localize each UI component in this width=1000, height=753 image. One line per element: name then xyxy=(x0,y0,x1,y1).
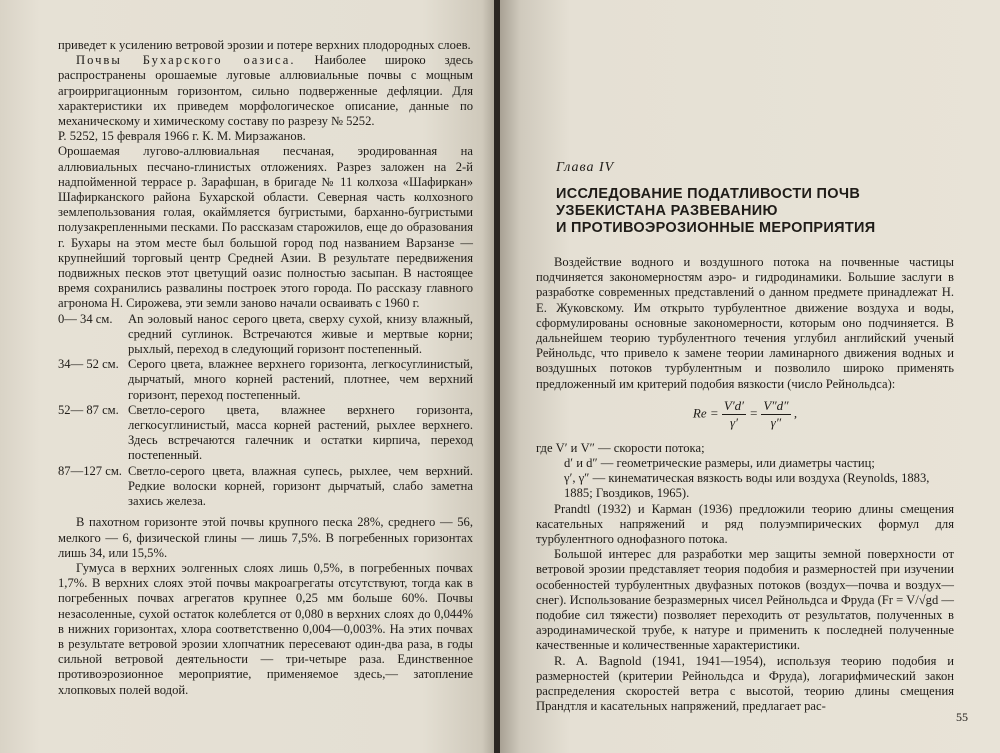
horizon-entry xyxy=(58,312,473,358)
formula-equals: = xyxy=(749,405,759,421)
chapter-title-line: УЗБЕКИСТАНА РАЗВЕВАНИЮ xyxy=(556,203,778,219)
section-paragraph xyxy=(58,53,473,129)
horizon-text: Светло-серого цвета, влажная супесь, рыхлее, чем верхний. Редкие волоски корней, горизонт дырчатый, слабо заметна захись железа. xyxy=(128,463,473,509)
formula-denominator: γ″ xyxy=(770,414,782,430)
right-page-text-lower xyxy=(536,502,954,715)
page-number: 55 xyxy=(956,710,968,724)
horizon-depth: 0— 34 см. xyxy=(58,311,113,326)
definition-line: γ′, γ″ — кинематическая вязкость воды или воздуха (Reynolds, 1883, 1885; Гвоздиков, 1965). xyxy=(564,471,930,501)
horizon-entry xyxy=(58,403,473,464)
horizon-text: Серого цвета, влажнее верхнего горизонта, легкосуглинистый, дырчатый, много корней растений, плотнее, чем верхний горизонт, переход постепенный. xyxy=(128,357,473,402)
left-page-text-lower xyxy=(58,515,473,697)
formula-definitions xyxy=(536,441,954,502)
similarity-paragraph: Большой интерес для разработки мер защиты земной поверхности от ветровой эрозии представляет теория подобия и размерностей при изучении особенностей турбулентных двуфазных потоков (воздух—почва и воздух—снег). Использование безразмерных чисел Рейнольдса и Фруда (Fr = V/√gd — подобие сил тяжести) позволяет переходить от результатов, полученных в аэродинамической трубе, к натуре и применить к последней полученные качественные и количественные характеристики. xyxy=(536,547,954,653)
definition-line: d′ и d″ — геометрические размеры, или диаметры частиц; xyxy=(564,456,875,471)
horizon-depth: 87—127 см. xyxy=(58,463,122,478)
right-page xyxy=(500,0,1000,753)
intro-paragraph: Воздействие водного и воздушного потока на почвенные частицы подчиняется закономерностям аэро- и гидродинамики. Большие заслуги в разработке современных представлений о данном предмете принадлежат Н. Е. Жуковскому. Им открыто турбулентное движение воздуха и воды, сформулированы основные закономерности, которым оно подчиняется. В дальнейшем теорию турбулентного течения углубил английский ученый Рейнольдс, что привело к замене теории ламинарного движения водных и воздушных потоков турбулентным и позволило широко применять предложенный им критерий подобия вязкости (число Рейнольдса): xyxy=(536,255,954,391)
horizon-depth: 34— 52 см. xyxy=(58,357,119,372)
formula-numerator: V″d″ xyxy=(763,397,789,413)
horizon-text: Аn эоловый нанос серого цвета, сверху сухой, книзу влажный, средний суглинок. Встречаются живые и мертвые корни; рыхлый, переход в следующий горизонт постепенный. xyxy=(128,311,473,357)
horizon-depth: 52— 87 см. xyxy=(58,402,119,417)
right-page-text xyxy=(536,255,954,392)
chapter-title-line: ИССЛЕДОВАНИЕ ПОДАТЛИВОСТИ ПОЧВ xyxy=(556,186,861,202)
section-text: Наиболее широко здесь распространены орошаемые луговые аллювиальные почвы с мощным агроирригационным горизонтом, сильно подверженные дефляции. Для характеристики их приведем морфологическое описание, данные по механическому и химическому составу по разрезу № 5252. xyxy=(58,53,473,129)
bagnold-paragraph: R. A. Bagnold (1941, 1941—1954), используя теорию подобия и размерностей (критерии Рейнольдса и Фруда), логарифмический закон распределения скоростей ветра с высотой, теорию длины смещения Прандтля и касательных напряжений, предлагает рас- xyxy=(536,653,954,714)
reynolds-formula xyxy=(536,398,954,431)
horizon-entry xyxy=(58,357,473,403)
formula-fraction xyxy=(722,398,746,431)
chapter-title-line: И ПРОТИВОЭРОЗИОННЫЕ МЕРОПРИЯТИЯ xyxy=(556,220,876,236)
section-heading: Почвы Бухарского оазиса. xyxy=(76,53,296,68)
profile-description: Орошаемая лугово-аллювиальная песчаная, эродированная на аллювиальных песчано-глинистых отложениях. Разрез заложен на 2-й надпойменной террасе р. Зарафшан, в бригаде № 11 колхоза «Шафиркан» Шафирканского района Бухарской области. Северная часть колхозного землепользования голая, окаймляется бугристыми, барханно-бугристыми полузакрепленными песками. По рассказам старожилов, еще до образования г. Бухары на этом месте был большой город под названием Варзанзе — крупнейший торговый центр Средней Азии. В результате передвижения подвижных песков этот цветущий оазис полностью засыпан. В настоящее время сохранились развалины построек этого города. По рассказу главного агронома Н. Сирожева, эти земли заново начали осваивать с 1960 г. xyxy=(58,144,473,311)
prandtl-paragraph: Prandtl (1932) и Карман (1936) предложили теорию длины смещения касательных напряжений и ряд полуэмпирических формул для турбулентного однофазного потока. xyxy=(536,501,954,547)
formula-denominator: γ′ xyxy=(729,414,738,430)
chapter-title xyxy=(556,186,954,237)
formula-lhs: Re = xyxy=(692,405,719,421)
formula-tail: , xyxy=(793,405,798,421)
section-date: Р. 5252, 15 февраля 1966 г. К. М. Мирзажанов. xyxy=(58,129,306,144)
intro-paragraph: приведет к усилению ветровой эрозии и потере верхних плодородных слоев. xyxy=(58,38,471,52)
sand-paragraph: В пахотном горизонте этой почвы крупного песка 28%, среднего — 56, мелкого — 6, физической глины — лишь 7,5%. В погребенных горизонтах лишь 34, или 15,5%. xyxy=(58,515,473,560)
horizon-text: Светло-серого цвета, влажнее верхнего горизонта, легкосуглинистый, масса корней растений, рыхлее верхнего. Здесь встречаются галечник и остатки кирпича, переход постепенный. xyxy=(128,402,473,463)
humus-paragraph: Гумуса в верхних эолгенных слоях лишь 0,5%, в погребенных почвах 1,7%. В верхних слоях этой почвы макроагрегаты отсутствуют, тогда как в погребенных почвах агрегатов крупнее 0,25 мм больше 60%. Почвы незасоленные, сухой остаток колеблется от 0,080 в верхних слоях до 0,044% в нижних горизонтах, хлора соответственно 0,004—0,003%. На этих почвах в результате ветровой эрозии хлопчатник пересевают один-два раза, в годы сильной ветровой деятельности — три-четыре раза. Единственное противоэрозионное мероприятие, применяемое здесь,— затопление хлопковых полей водой. xyxy=(58,560,473,697)
left-page xyxy=(0,0,497,753)
left-page-text xyxy=(58,38,473,312)
chapter-label: Глава IV xyxy=(556,160,615,175)
formula-fraction xyxy=(761,398,790,431)
horizon-entry xyxy=(58,464,473,510)
definition-line: где V′ и V″ — скорости потока; xyxy=(536,440,705,455)
formula-numerator: V′d′ xyxy=(723,397,745,413)
horizon-list xyxy=(58,312,473,510)
